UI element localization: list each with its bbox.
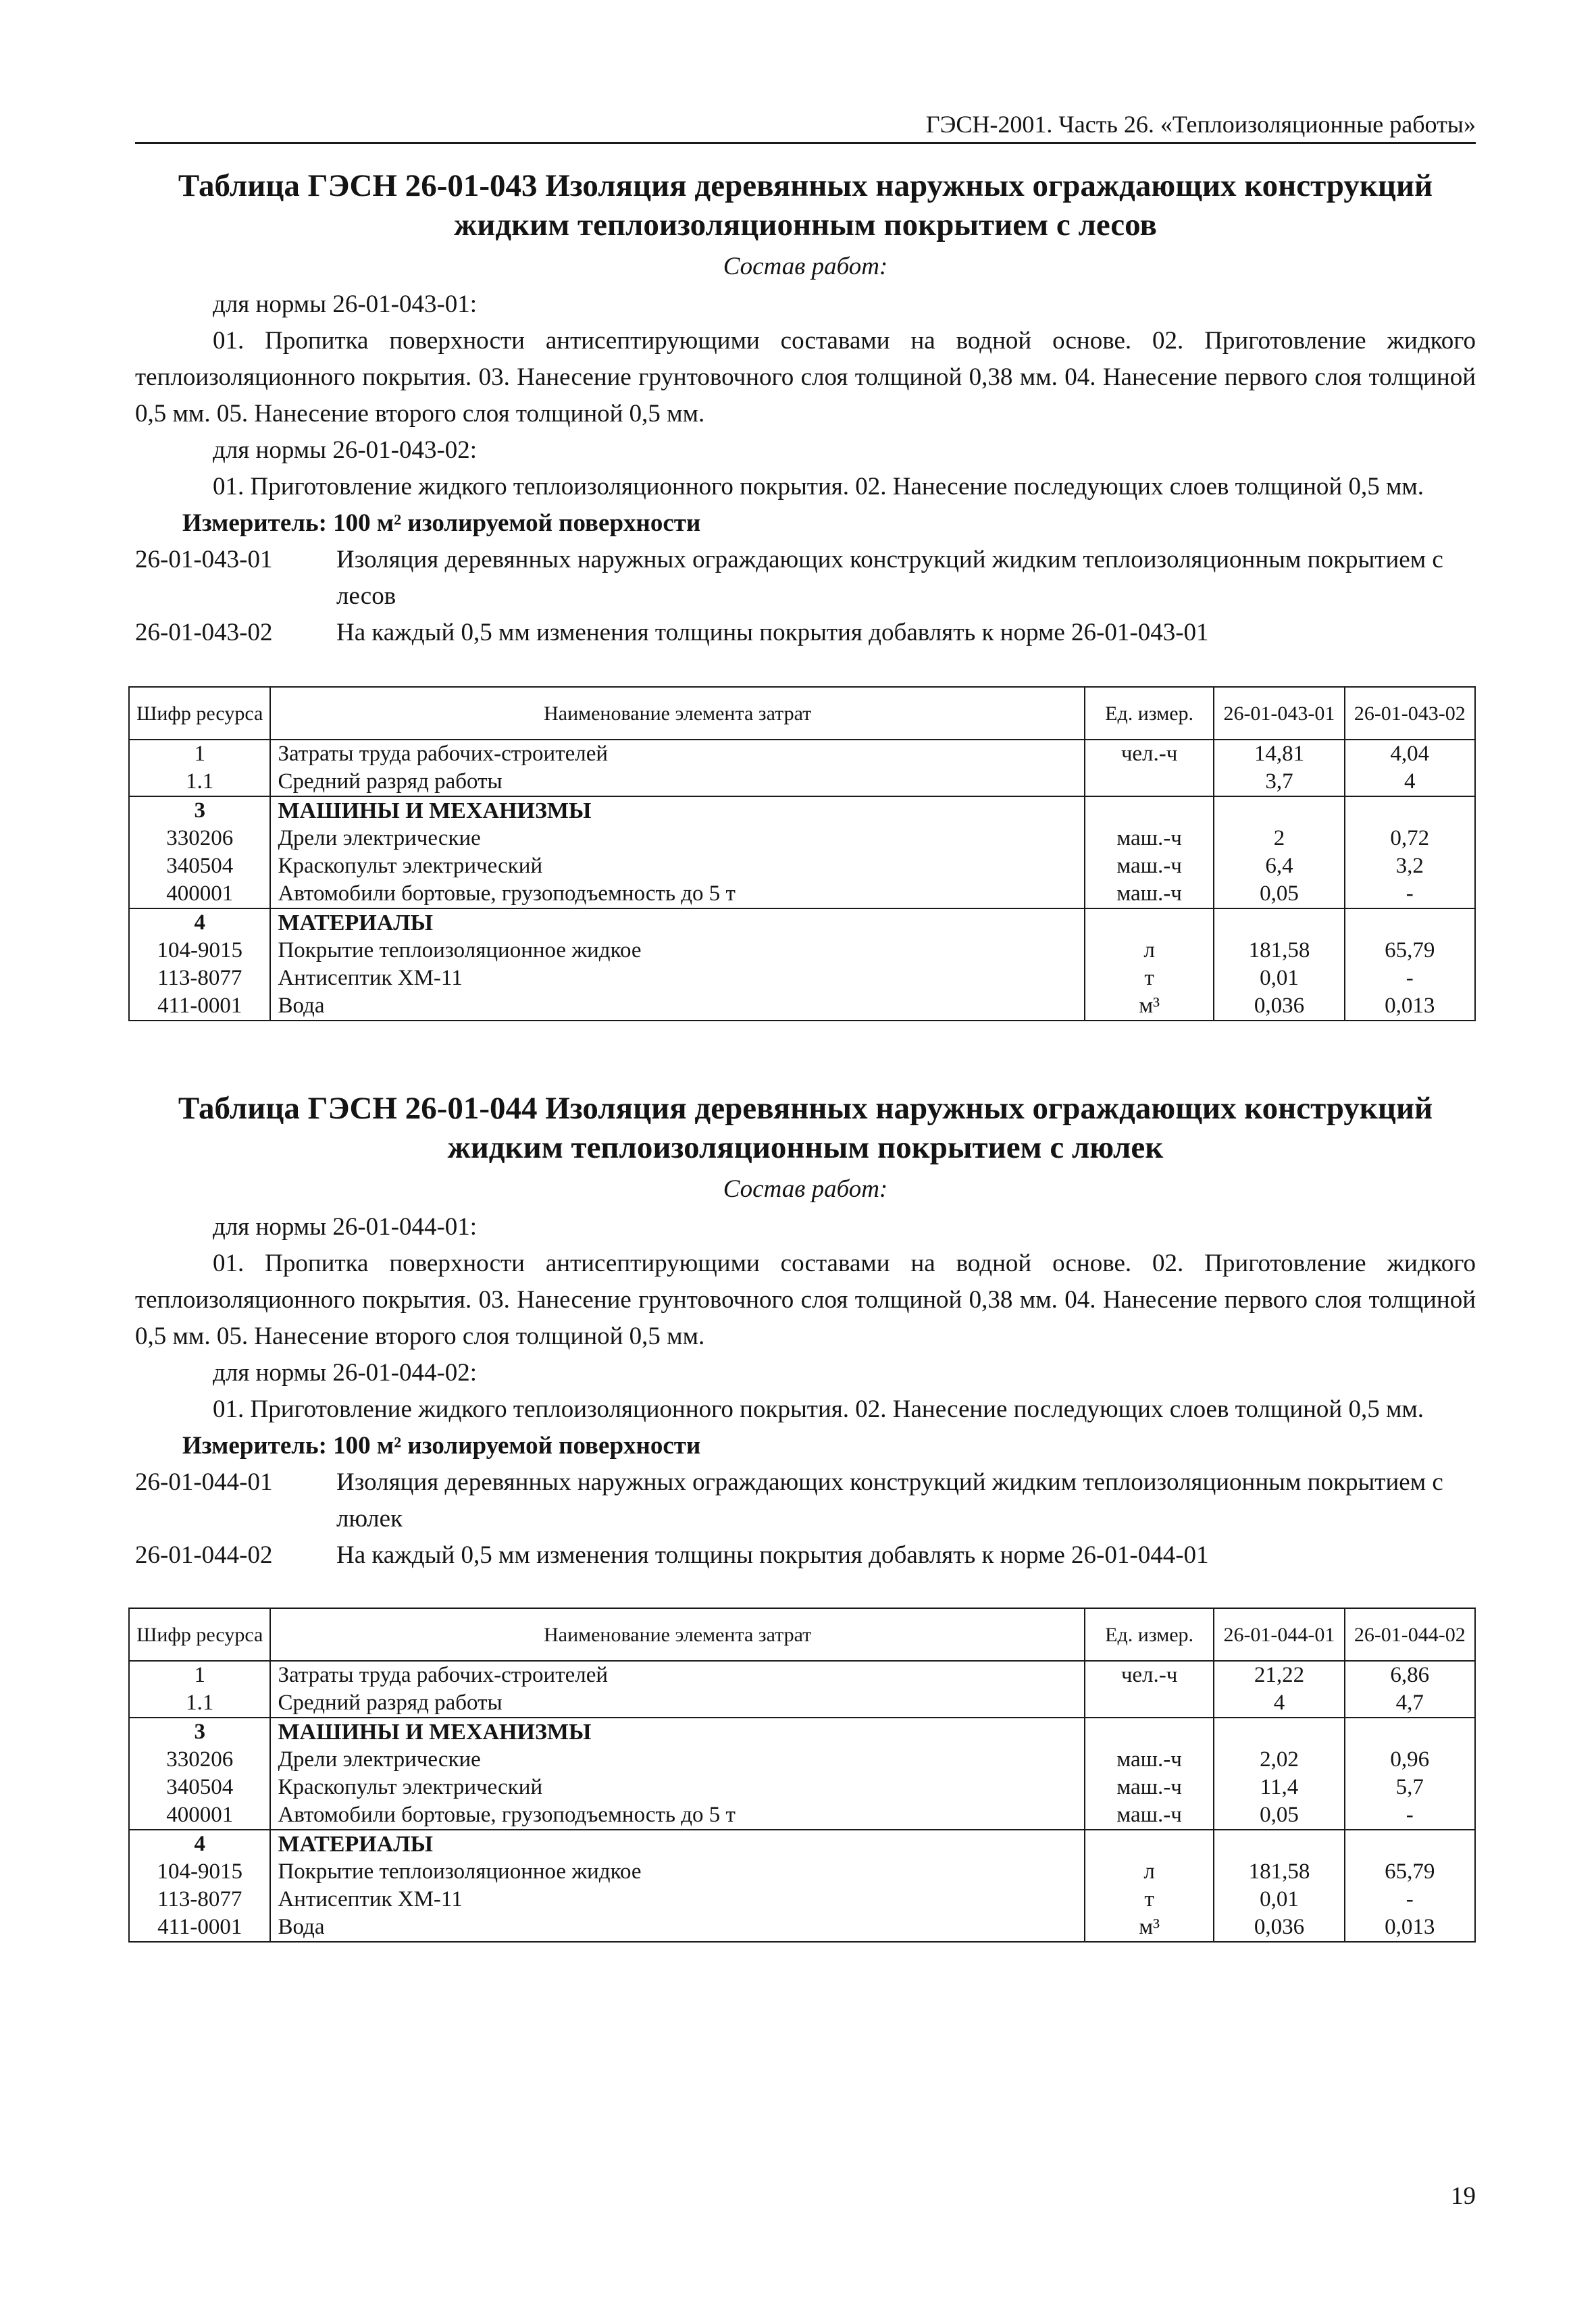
cell-unit: маш.-ч xyxy=(1085,825,1214,852)
cell-value-2: - xyxy=(1345,965,1475,992)
cell-value-1: 2,02 xyxy=(1214,1746,1344,1774)
cell-code: 411-0001 xyxy=(129,992,270,1021)
cell-value-2 xyxy=(1345,1830,1475,1858)
resource-table xyxy=(128,686,1476,1021)
cell-unit: маш.-ч xyxy=(1085,880,1214,908)
cell-value-2: 6,86 xyxy=(1345,1661,1475,1689)
cell-value-1 xyxy=(1214,908,1344,937)
norm-reference: для нормы 26-01-043-02: xyxy=(213,436,478,464)
cell-name: Дрели электрические xyxy=(270,825,1084,852)
running-header: ГЭСН-2001. Часть 26. «Теплоизоляционные работы» xyxy=(925,111,1476,138)
table-row xyxy=(129,1746,1475,1774)
cell-name: Средний разряд работы xyxy=(270,1689,1084,1718)
cell-code: 4 xyxy=(129,908,270,937)
cell-value-2 xyxy=(1345,1718,1475,1746)
cell-value-2: - xyxy=(1345,1886,1475,1913)
cell-value-2: 3,2 xyxy=(1345,852,1475,880)
table-row xyxy=(129,937,1475,965)
table-row xyxy=(129,1858,1475,1886)
table-row xyxy=(129,1801,1475,1830)
cell-name: Дрели электрические xyxy=(270,1746,1084,1774)
cell-value-1 xyxy=(1214,1718,1344,1746)
table-section-043 xyxy=(135,166,1476,651)
cell-name: Затраты труда рабочих-строителей xyxy=(270,1661,1084,1689)
table-group-row xyxy=(129,1830,1475,1858)
cell-code: 340504 xyxy=(129,1774,270,1801)
table-group-row xyxy=(129,1718,1475,1746)
table-title-line-2: жидким теплоизоляционным покрытием с лесов xyxy=(454,207,1157,242)
cell-value-1: 2 xyxy=(1214,825,1344,852)
cell-value-2: 0,013 xyxy=(1345,992,1475,1021)
cell-name: Антисептик ХМ-11 xyxy=(270,965,1084,992)
cell-name: Вода xyxy=(270,992,1084,1021)
cell-unit: маш.-ч xyxy=(1085,1801,1214,1830)
cell-code: 1.1 xyxy=(129,768,270,796)
cell-unit: чел.-ч xyxy=(1085,740,1214,768)
table-title-line-2: жидким теплоизоляционным покрытием с люлек xyxy=(447,1130,1164,1165)
cell-value-2: 5,7 xyxy=(1345,1774,1475,1801)
cell-value-1: 4 xyxy=(1214,1689,1344,1718)
table-title-line-1: Таблица ГЭСН 26-01-043 Изоляция деревянных наружных ограждающих конструкций xyxy=(178,168,1433,203)
norm-description: Изоляция деревянных наружных ограждающих конструкций жидким теплоизоляционным покрытием с люлек xyxy=(336,1468,1443,1533)
cell-unit: м³ xyxy=(1085,992,1214,1021)
cell-code: 400001 xyxy=(129,1801,270,1830)
header-norm-2: 26-01-043-02 xyxy=(1345,687,1475,740)
cell-code: 340504 xyxy=(129,852,270,880)
work-steps-text: 01. Приготовление жидкого теплоизоляционного покрытия. 02. Нанесение последующих слоев толщиной 0,5 мм. xyxy=(213,473,1424,500)
cell-code: 1.1 xyxy=(129,1689,270,1718)
cell-code: 113-8077 xyxy=(129,1886,270,1913)
cell-value-2: 4,04 xyxy=(1345,740,1475,768)
cell-unit xyxy=(1085,1689,1214,1718)
header-unit: Ед. измер. xyxy=(1085,1608,1214,1661)
norm-description: На каждый 0,5 мм изменения толщины покрытия добавлять к норме 26-01-044-01 xyxy=(336,1541,1209,1569)
table-row xyxy=(129,825,1475,852)
table-group-row xyxy=(129,796,1475,825)
header-norm-1: 26-01-043-01 xyxy=(1214,687,1344,740)
cell-value-2 xyxy=(1345,908,1475,937)
cell-value-1: 0,05 xyxy=(1214,1801,1344,1830)
cell-code: 104-9015 xyxy=(129,937,270,965)
work-steps-text: 01. Пропитка поверхности антисептирующими составами на водной основе. 02. Приготовление жидкого теплоизоляционного покрытия. 03. Нанесение грунтовочного слоя толщиной 0,38 мм. 04. Нанесение первого слоя толщиной 0,5 мм. 05. Нанесение второго слоя толщиной 0,5 мм. xyxy=(135,327,1476,428)
table-title xyxy=(135,1089,1476,1167)
cell-unit: маш.-ч xyxy=(1085,852,1214,880)
norm-reference: для нормы 26-01-044-02: xyxy=(213,1359,478,1387)
norm-description: На каждый 0,5 мм изменения толщины покрытия добавлять к норме 26-01-043-01 xyxy=(336,619,1209,646)
norm-reference: для нормы 26-01-044-01: xyxy=(213,1213,478,1241)
page-number: 19 xyxy=(1451,2182,1476,2210)
cell-unit: т xyxy=(1085,965,1214,992)
cell-unit: л xyxy=(1085,937,1214,965)
cell-unit: т xyxy=(1085,1886,1214,1913)
norm-code: 26-01-043-01 xyxy=(135,546,273,573)
cell-value-1: 0,036 xyxy=(1214,992,1344,1021)
cell-value-1: 181,58 xyxy=(1214,937,1344,965)
cell-code: 104-9015 xyxy=(129,1858,270,1886)
cell-unit xyxy=(1085,768,1214,796)
norm-code-list xyxy=(135,1464,1476,1574)
norm-code-list xyxy=(135,542,1476,651)
cell-value-1: 0,036 xyxy=(1214,1913,1344,1942)
cell-name: Автомобили бортовые, грузоподъемность до 5 т xyxy=(270,1801,1084,1830)
cell-unit: м³ xyxy=(1085,1913,1214,1942)
norm-code-item xyxy=(135,1537,1476,1574)
header-resource-code: Шифр ресурса xyxy=(129,1608,270,1661)
header-cost-element: Наименование элемента затрат xyxy=(270,1608,1084,1661)
cell-value-1: 181,58 xyxy=(1214,1858,1344,1886)
cell-name: Затраты труда рабочих-строителей xyxy=(270,740,1084,768)
work-composition-label: Состав работ: xyxy=(723,1175,888,1203)
norm-description: Изоляция деревянных наружных ограждающих конструкций жидким теплоизоляционным покрытием с лесов xyxy=(336,546,1443,610)
cell-name: Средний разряд работы xyxy=(270,768,1084,796)
cell-unit: маш.-ч xyxy=(1085,1774,1214,1801)
cell-unit xyxy=(1085,1830,1214,1858)
cell-value-2 xyxy=(1345,796,1475,825)
table-title-line-1: Таблица ГЭСН 26-01-044 Изоляция деревянных наружных ограждающих конструкций xyxy=(178,1091,1433,1126)
table-row xyxy=(129,1689,1475,1718)
cell-group-name: МАШИНЫ И МЕХАНИЗМЫ xyxy=(270,796,1084,825)
cell-value-2: 0,96 xyxy=(1345,1746,1475,1774)
cell-value-2: - xyxy=(1345,880,1475,908)
cell-value-2: 0,013 xyxy=(1345,1913,1475,1942)
table-row xyxy=(129,1913,1475,1942)
table-row xyxy=(129,880,1475,908)
cell-value-2: 65,79 xyxy=(1345,1858,1475,1886)
cell-code: 1 xyxy=(129,1661,270,1689)
norm-code-item xyxy=(135,542,1476,615)
cell-value-2: - xyxy=(1345,1801,1475,1830)
table-row xyxy=(129,852,1475,880)
header-norm-2: 26-01-044-02 xyxy=(1345,1608,1475,1661)
cell-value-1: 0,01 xyxy=(1214,965,1344,992)
cell-unit: л xyxy=(1085,1858,1214,1886)
cell-value-2: 4 xyxy=(1345,768,1475,796)
cell-code: 3 xyxy=(129,1718,270,1746)
cell-value-1 xyxy=(1214,796,1344,825)
table-row xyxy=(129,1886,1475,1913)
norm-code-item xyxy=(135,1464,1476,1537)
cell-unit xyxy=(1085,1718,1214,1746)
norm-code: 26-01-043-02 xyxy=(135,619,273,646)
cell-unit xyxy=(1085,908,1214,937)
cell-value-1: 11,4 xyxy=(1214,1774,1344,1801)
cell-value-2: 65,79 xyxy=(1345,937,1475,965)
table-row xyxy=(129,1661,1475,1689)
cell-value-1: 0,05 xyxy=(1214,880,1344,908)
norm-code-item xyxy=(135,615,1476,651)
cell-code: 113-8077 xyxy=(129,965,270,992)
cell-unit: маш.-ч xyxy=(1085,1746,1214,1774)
cell-code: 330206 xyxy=(129,1746,270,1774)
cell-name: Антисептик ХМ-11 xyxy=(270,1886,1084,1913)
table-row xyxy=(129,992,1475,1021)
table-row xyxy=(129,1774,1475,1801)
measure-unit: Измеритель: 100 м² изолируемой поверхности xyxy=(182,1432,701,1460)
table-row xyxy=(129,965,1475,992)
header-norm-1: 26-01-044-01 xyxy=(1214,1608,1344,1661)
cell-name: Автомобили бортовые, грузоподъемность до 5 т xyxy=(270,880,1084,908)
cell-unit: чел.-ч xyxy=(1085,1661,1214,1689)
cell-value-1: 21,22 xyxy=(1214,1661,1344,1689)
table-row xyxy=(129,740,1475,768)
cell-code: 4 xyxy=(129,1830,270,1858)
cell-unit xyxy=(1085,796,1214,825)
header-resource-code: Шифр ресурса xyxy=(129,687,270,740)
table-group-row xyxy=(129,908,1475,937)
cell-group-name: МАТЕРИАЛЫ xyxy=(270,908,1084,937)
cell-name: Краскопульт электрический xyxy=(270,852,1084,880)
work-steps-text: 01. Приготовление жидкого теплоизоляционного покрытия. 02. Нанесение последующих слоев толщиной 0,5 мм. xyxy=(213,1395,1424,1423)
header-rule xyxy=(135,142,1476,144)
cell-group-name: МАТЕРИАЛЫ xyxy=(270,1830,1084,1858)
table-title xyxy=(135,166,1476,245)
cell-code: 411-0001 xyxy=(129,1913,270,1942)
cell-value-1: 6,4 xyxy=(1214,852,1344,880)
norm-reference: для нормы 26-01-043-01: xyxy=(213,290,478,318)
cell-value-1: 3,7 xyxy=(1214,768,1344,796)
work-steps-text: 01. Пропитка поверхности антисептирующими составами на водной основе. 02. Приготовление жидкого теплоизоляционного покрытия. 03. Нанесение грунтовочного слоя толщиной 0,38 мм. 04. Нанесение первого слоя толщиной 0,5 мм. 05. Нанесение второго слоя толщиной 0,5 мм. xyxy=(135,1250,1476,1350)
cell-value-2: 4,7 xyxy=(1345,1689,1475,1718)
cell-value-1 xyxy=(1214,1830,1344,1858)
cell-code: 400001 xyxy=(129,880,270,908)
resource-table xyxy=(128,1608,1476,1943)
measure-unit: Измеритель: 100 м² изолируемой поверхности xyxy=(182,509,701,537)
cell-name: Покрытие теплоизоляционное жидкое xyxy=(270,1858,1084,1886)
cell-value-1: 0,01 xyxy=(1214,1886,1344,1913)
table-row xyxy=(129,768,1475,796)
norm-code: 26-01-044-02 xyxy=(135,1541,273,1569)
cell-name: Краскопульт электрический xyxy=(270,1774,1084,1801)
table-header-row xyxy=(129,687,1475,740)
cell-name: Покрытие теплоизоляционное жидкое xyxy=(270,937,1084,965)
cell-name: Вода xyxy=(270,1913,1084,1942)
cell-code: 330206 xyxy=(129,825,270,852)
cell-value-1: 14,81 xyxy=(1214,740,1344,768)
cell-value-2: 0,72 xyxy=(1345,825,1475,852)
header-unit: Ед. измер. xyxy=(1085,687,1214,740)
norm-code: 26-01-044-01 xyxy=(135,1468,273,1496)
table-section-044 xyxy=(135,1089,1476,1574)
header-cost-element: Наименование элемента затрат xyxy=(270,687,1084,740)
work-composition-label: Состав работ: xyxy=(723,253,888,280)
cell-code: 1 xyxy=(129,740,270,768)
cell-group-name: МАШИНЫ И МЕХАНИЗМЫ xyxy=(270,1718,1084,1746)
cell-code: 3 xyxy=(129,796,270,825)
table-header-row xyxy=(129,1608,1475,1661)
